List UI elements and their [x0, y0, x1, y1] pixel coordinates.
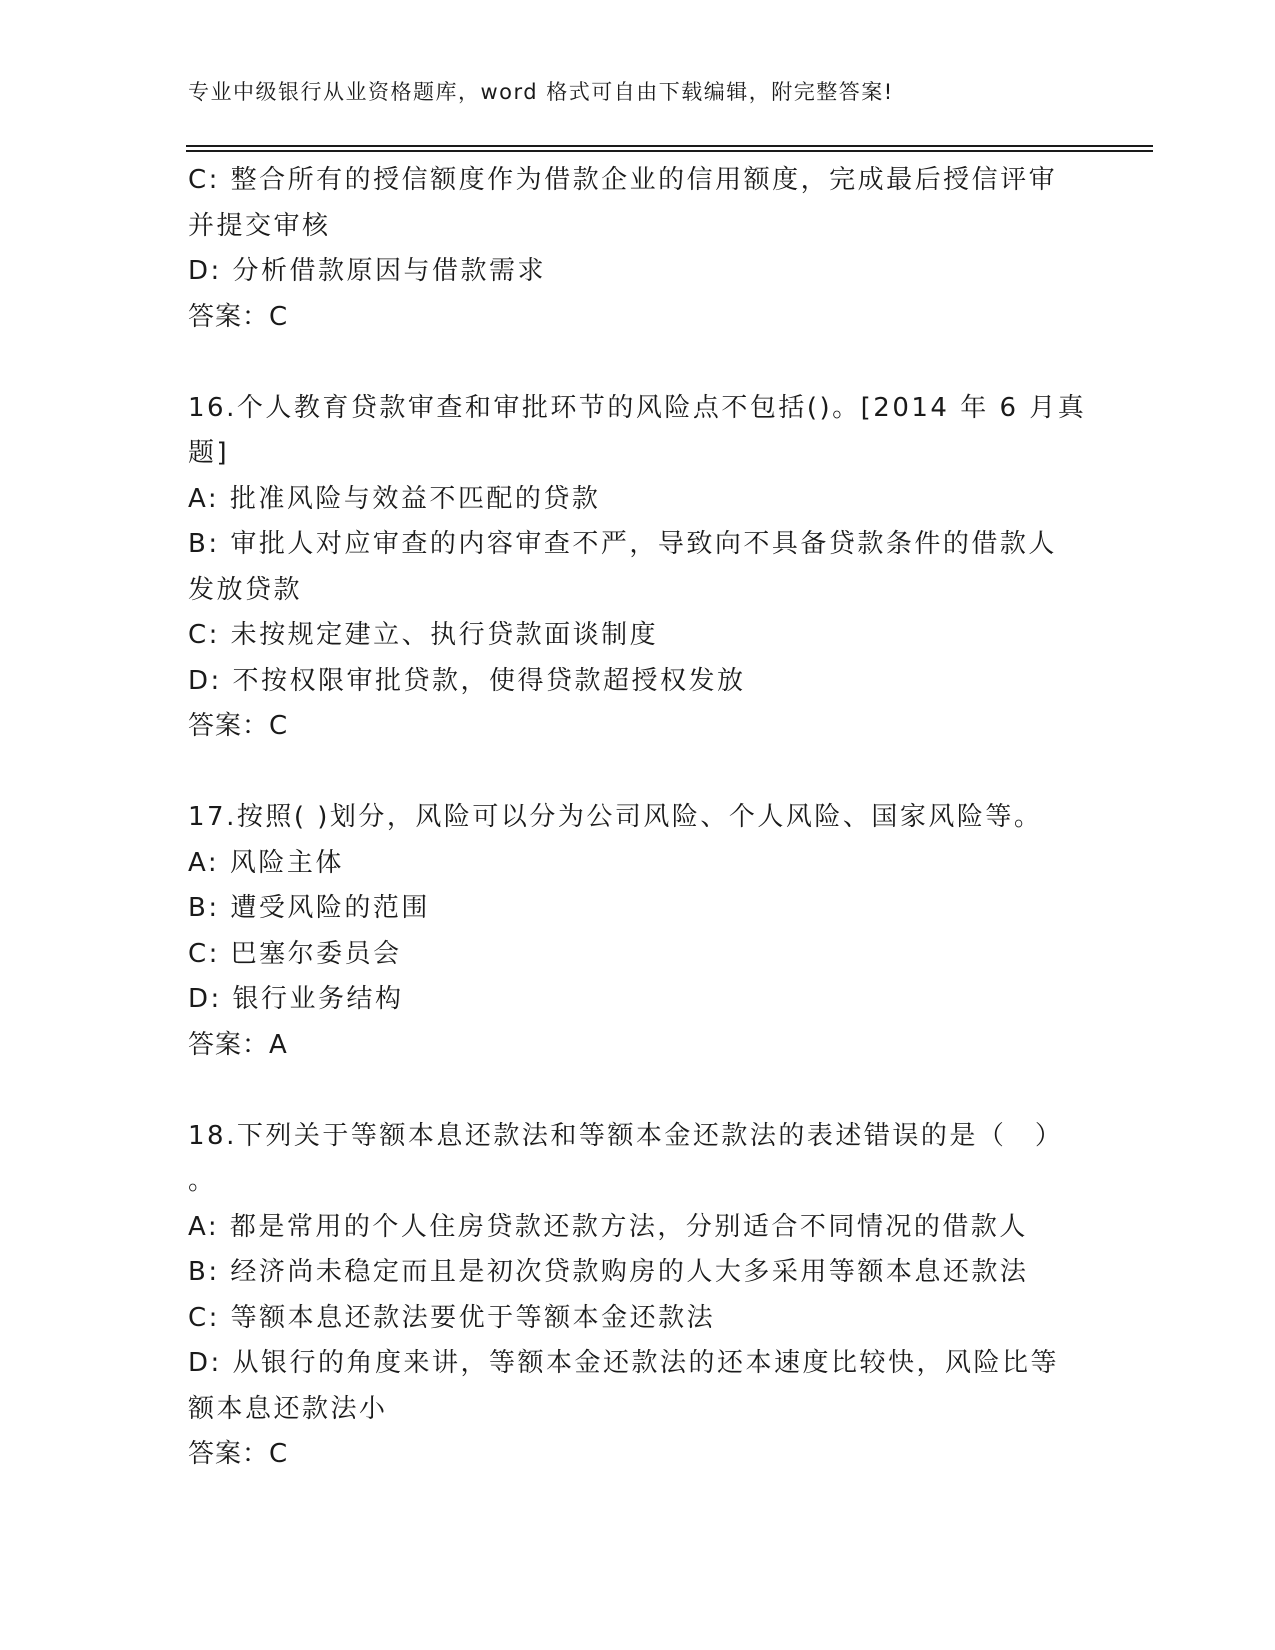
question-content	[188, 158, 1088, 1478]
question-16	[188, 386, 1088, 750]
spacer	[188, 750, 1088, 796]
option-c: C: 等额本息还款法要优于等额本金还款法	[188, 1302, 716, 1333]
header-rule-bottom	[186, 150, 1153, 152]
question-stem-line2: 。	[188, 1166, 217, 1196]
question-stem: 17.按照( )划分，风险可以分为公司风险、个人风险、国家风险等。	[188, 802, 1043, 832]
option-d: D: 不按权限审批贷款，使得贷款超授权发放	[188, 665, 746, 696]
question-stem-line1: 18.下列关于等额本息还款法和等额本金还款法的表述错误的是（ ）	[188, 1120, 1064, 1151]
option-c-line1: C: 整合所有的授信额度作为借款企业的信用额度，完成最后授信评审	[188, 165, 1058, 195]
option-d-line2: 额本息还款法小	[188, 1393, 388, 1424]
spacer	[188, 340, 1088, 386]
answer: 答案：C	[188, 1439, 289, 1469]
spacer	[188, 1068, 1088, 1114]
question-17	[188, 795, 1088, 1068]
option-b: B: 遭受风险的范围	[188, 893, 430, 923]
question-stem-line1: 16.个人教育贷款审查和审批环节的风险点不包括()。[2014 年 6 月真	[188, 392, 1087, 423]
answer: 答案：A	[188, 1029, 288, 1060]
question-18	[188, 1114, 1088, 1478]
option-c: C: 巴塞尔委员会	[188, 938, 402, 969]
option-a: A: 风险主体	[188, 847, 344, 878]
header-rule-top	[186, 145, 1153, 147]
option-a: A: 都是常用的个人住房贷款还款方法，分别适合不同情况的借款人	[188, 1211, 1028, 1242]
option-b: B: 经济尚未稳定而且是初次贷款购房的人大多采用等额本息还款法	[188, 1257, 1029, 1287]
option-b-line1: B: 审批人对应审查的内容审查不严，导致向不具备贷款条件的借款人	[188, 529, 1057, 559]
question-stem-line2: 题]	[188, 438, 230, 468]
question-15-tail	[188, 158, 1088, 340]
option-d-line1: D: 从银行的角度来讲，等额本金还款法的还本速度比较快，风险比等	[188, 1348, 1060, 1378]
option-d: D: 银行业务结构	[188, 984, 404, 1014]
option-b-line2: 发放贷款	[188, 574, 303, 605]
answer: 答案：C	[188, 711, 289, 741]
option-c: C: 未按规定建立、执行贷款面谈制度	[188, 620, 659, 650]
page-header: 专业中级银行从业资格题库，word 格式可自由下载编辑，附完整答案!	[188, 80, 894, 104]
option-a: A: 批准风险与效益不匹配的贷款	[188, 483, 601, 514]
option-c-line2: 并提交审核	[188, 210, 331, 241]
answer: 答案：C	[188, 301, 289, 332]
option-d: D: 分析借款原因与借款需求	[188, 256, 547, 286]
